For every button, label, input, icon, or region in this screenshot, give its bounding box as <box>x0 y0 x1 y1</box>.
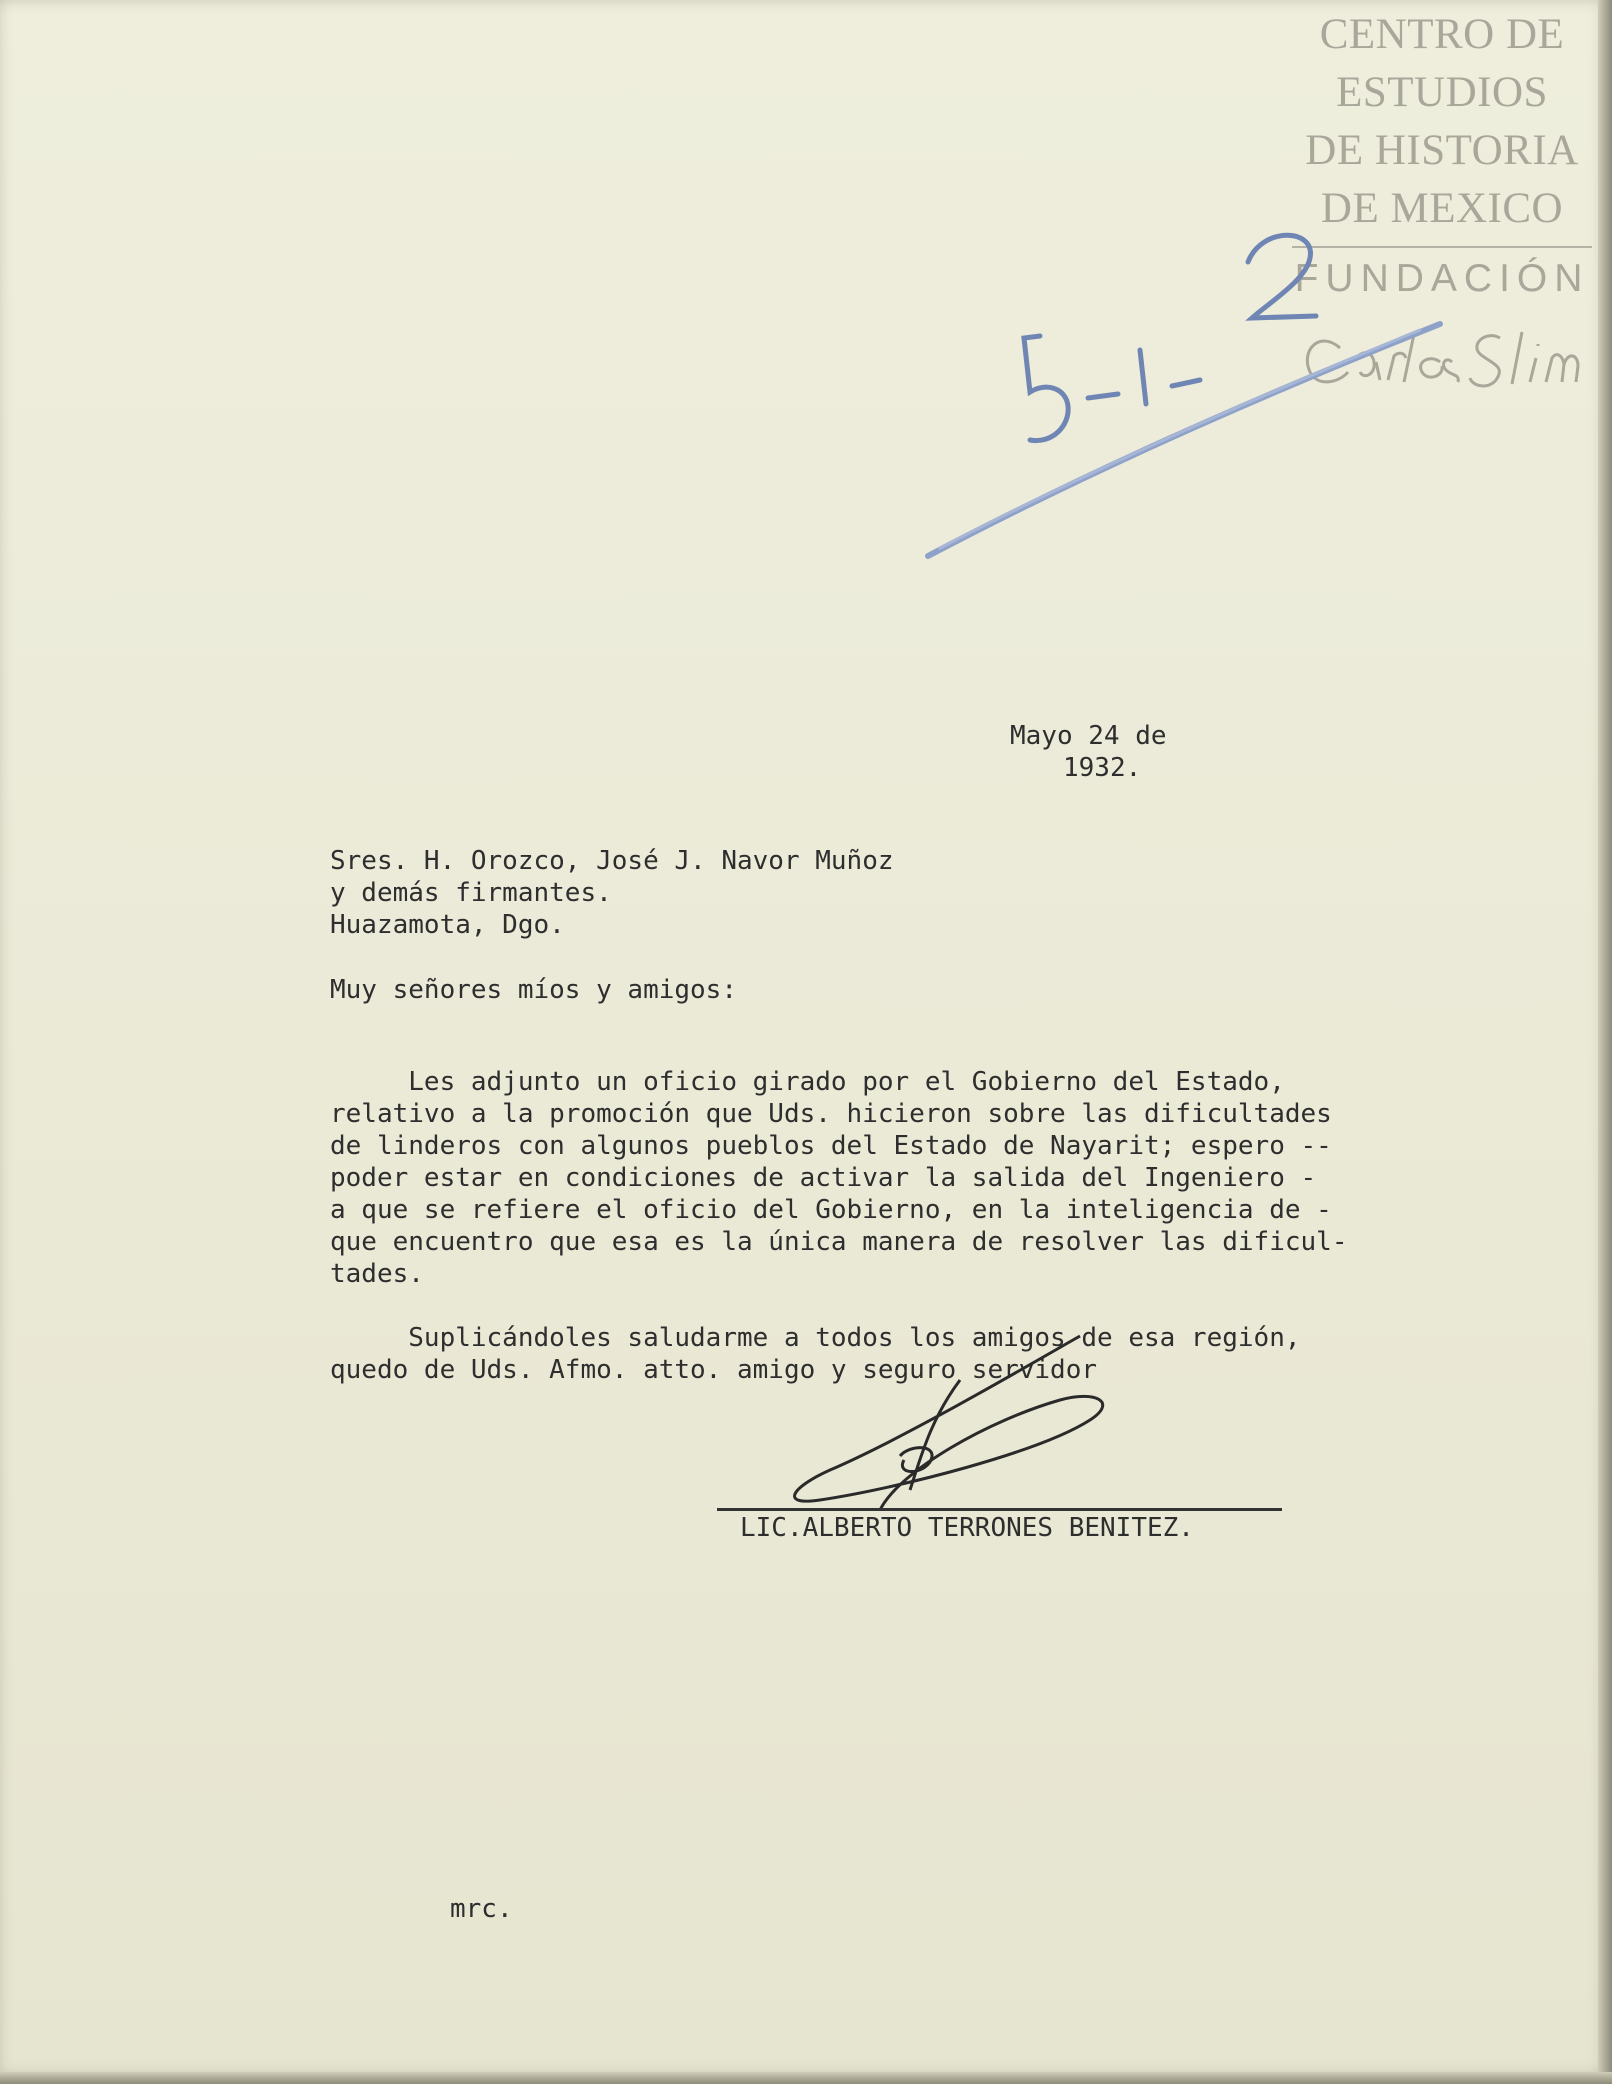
closing-line: Suplicándoles saludarme a todos los amigos de esa región, <box>330 1323 1301 1353</box>
stamp-foundation: FUNDACIÓN <box>1294 257 1590 300</box>
body-line: poder estar en condiciones de activar la salida del Ingeniero - <box>330 1163 1317 1193</box>
signature-line <box>717 1508 1282 1511</box>
body-line: tades. <box>330 1259 424 1289</box>
body-line: que encuentro que esa es la única manera de resolver las dificul- <box>330 1227 1348 1257</box>
letter-date-line2: 1932. <box>1063 753 1142 783</box>
stamp-line: DE MEXICO <box>1320 185 1564 232</box>
body-line: a que se refiere el oficio del Gobierno, en la inteligencia de - <box>330 1195 1332 1225</box>
address-line: Sres. H. Orozco, José J. Navor Muñoz <box>330 846 894 876</box>
closing-line: quedo de Uds. Afmo. atto. amigo y seguro servidor <box>330 1355 1098 1385</box>
signature-name: LIC.ALBERTO TERRONES BENITEZ. <box>740 1513 1194 1543</box>
body-line: Les adjunto un oficio girado por el Gobierno del Estado, <box>330 1067 1285 1097</box>
stamp-line: ESTUDIOS <box>1336 69 1548 116</box>
letter-date-line1: Mayo 24 de <box>1010 721 1167 751</box>
body-line: de linderos con algunos pueblos del Estado de Nayarit; espero -- <box>330 1131 1332 1161</box>
address-line: Huazamota, Dgo. <box>330 910 565 940</box>
stamp-line: CENTRO DE <box>1319 11 1565 58</box>
salutation: Muy señores míos y amigos: <box>330 975 737 1005</box>
address-line: y demás firmantes. <box>330 878 612 908</box>
stamp-line: DE HISTORIA <box>1305 127 1579 174</box>
body-line: relativo a la promoción que Uds. hicieron sobre las dificultades <box>330 1099 1332 1129</box>
typist-initials: mrc. <box>450 1894 513 1924</box>
